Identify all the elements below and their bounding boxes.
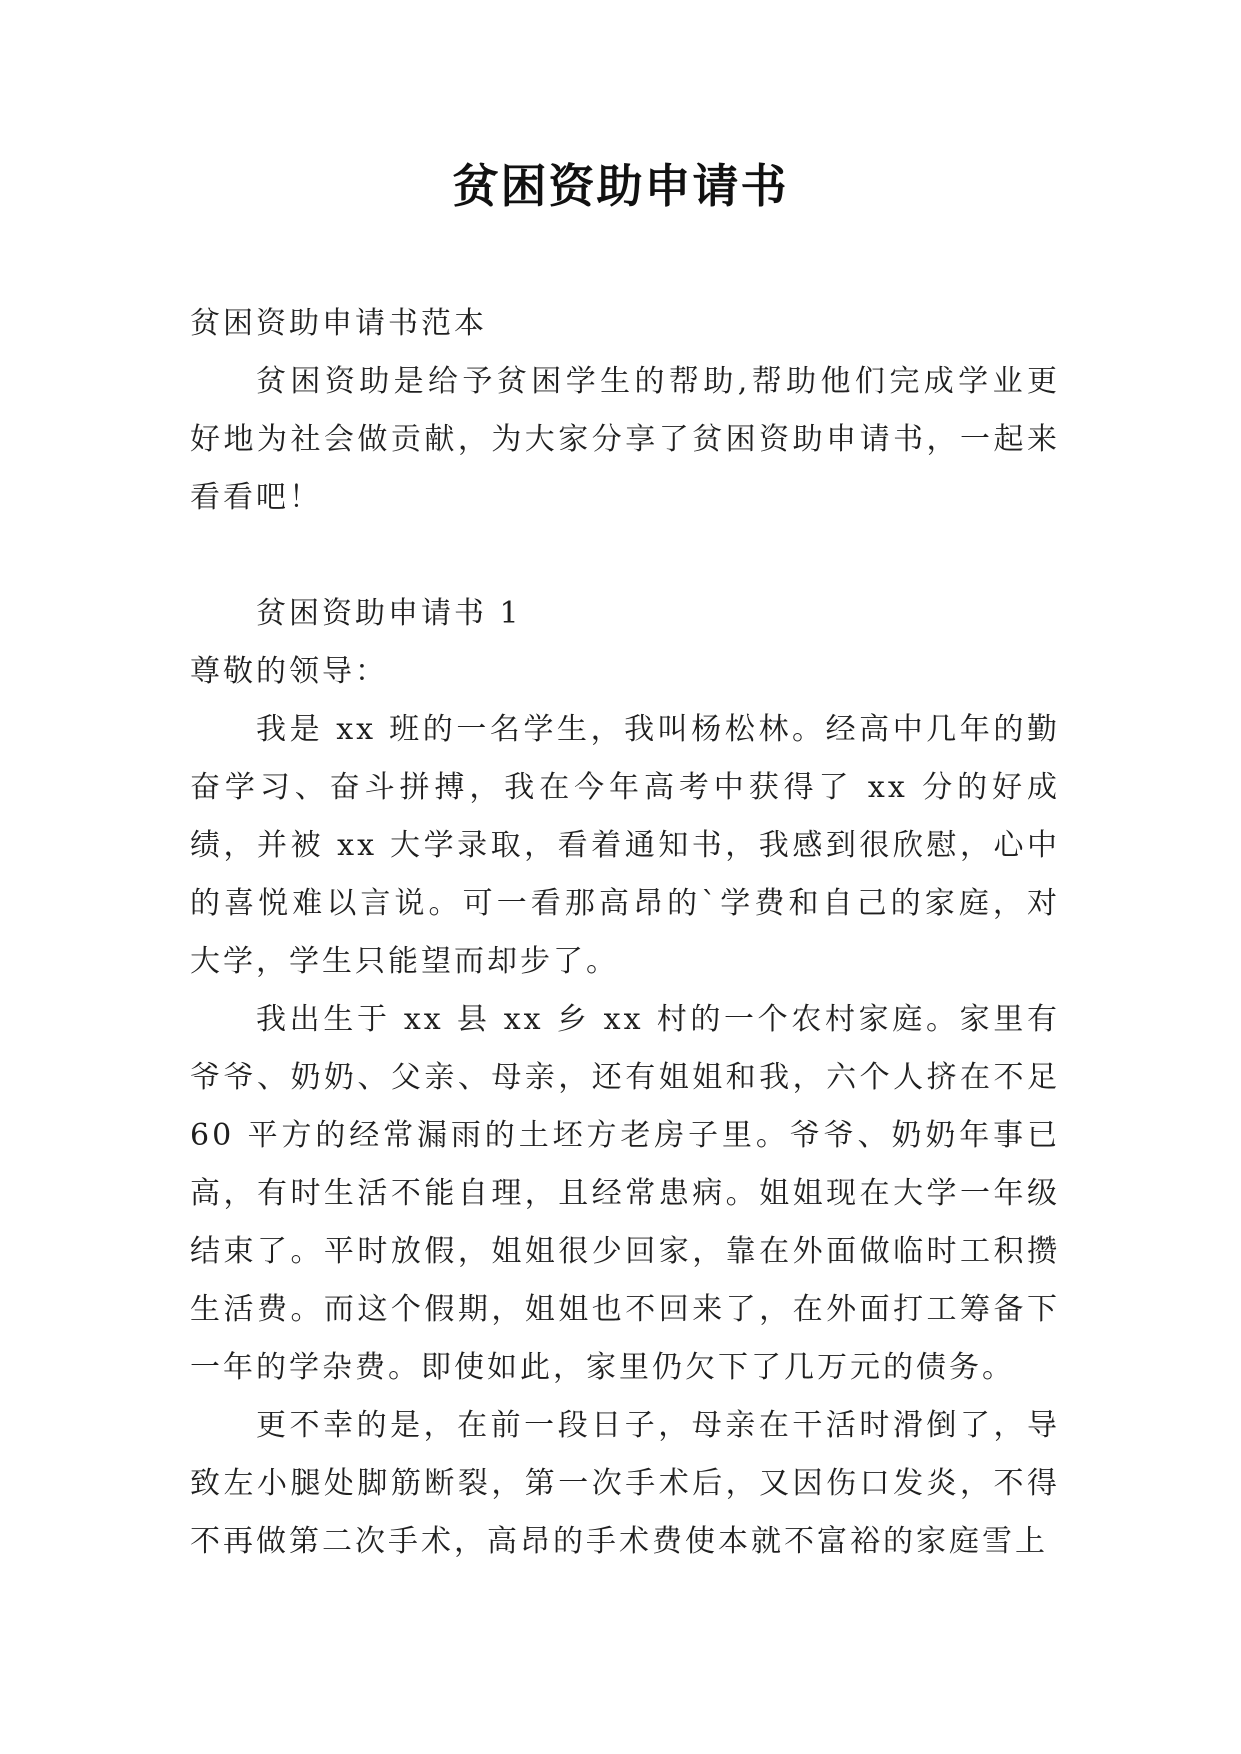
document-body [190,295,1060,1571]
body-paragraph: 我是 xx 班的一名学生，我叫杨松林。经高中几年的勤奋学习、奋斗拼搏，我在今年高考中获得了 xx 分的好成绩，并被 xx 大学录取，看着通知书，我感到很欣慰，心中的喜悦难以言说。可一看那高昂的`学费和自己的家庭，对大学，学生只能望而却步了。 [190,712,1060,979]
body-paragraph: 我出生于 xx 县 xx 乡 xx 村的一个农村家庭。家里有爷爷、奶奶、父亲、母亲，还有姐姐和我，六个人挤在不足60 平方的经常漏雨的土坯方老房子里。爷爷、奶奶年事已高，有时生活不能自理，且经常患病。姐姐现在大学一年级结束了。平时放假，姐姐很少回家，靠在外面做临时工积攒生活费。而这个假期，姐姐也不回来了，在外面打工筹备下一年的学杂费。即使如此，家里仍欠下了几万元的债务。 [190,1002,1060,1385]
paragraph-spacer [190,527,1060,585]
body-paragraph: 更不幸的是，在前一段日子，母亲在干活时滑倒了，导致左小腿处脚筋断裂，第一次手术后，又因伤口发炎，不得不再做第二次手术，高昂的手术费使本就不富裕的家庭雪上 [190,1408,1060,1559]
salutation: 尊敬的领导： [190,654,388,689]
intro-paragraph: 贫困资助是给予贫困学生的帮助,帮助他们完成学业更好地为社会做贡献，为大家分享了贫困资助申请书，一起来看看吧！ [190,364,1060,515]
section-heading: 贫困资助申请书 1 [256,596,522,631]
subtitle: 贫困资助申请书范本 [190,306,487,341]
page-title: 贫困资助申请书 [452,159,789,213]
